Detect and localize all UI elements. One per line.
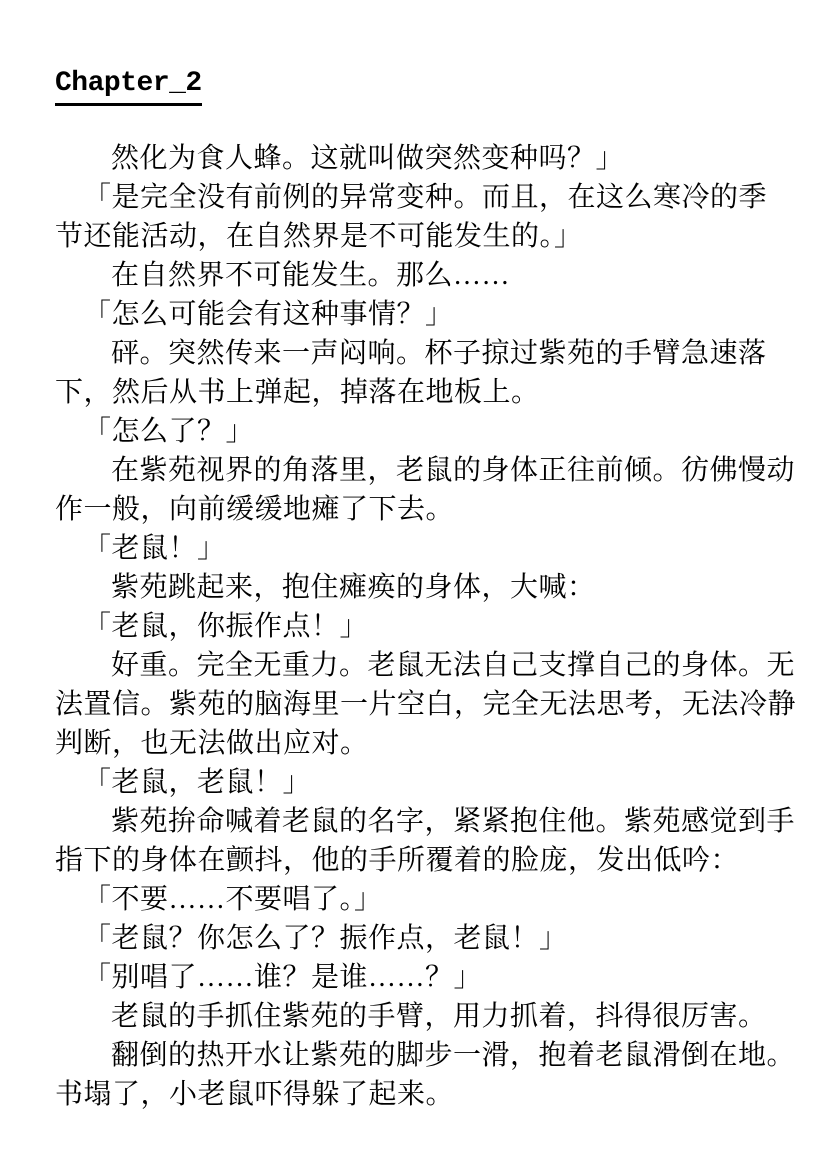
text-line: 判断，也无法做出应对。 bbox=[55, 728, 369, 759]
text-line: 「不要……不要唱了。」 bbox=[83, 884, 383, 915]
text-line: 法置信。紫苑的脑海里一片空白，完全无法思考，无法冷静 bbox=[55, 689, 797, 720]
text-line: 「是完全没有前例的异常变种。而且，在这么寒冷的季 bbox=[83, 182, 768, 213]
text-line: 然化为食人蜂。这就叫做突然变种吗？」 bbox=[111, 143, 625, 174]
text-line: 「老鼠？你怎么了？振作点，老鼠！」 bbox=[83, 923, 568, 954]
text-line: 「怎么可能会有这种事情？」 bbox=[83, 299, 454, 330]
text-line: 紫苑跳起来，抱住瘫痪的身体，大喊： bbox=[111, 572, 596, 603]
text-line: 在紫苑视界的角落里，老鼠的身体正往前倾。彷佛慢动 bbox=[111, 455, 796, 486]
text-line: 翻倒的热开水让紫苑的脚步一滑，抱着老鼠滑倒在地。 bbox=[111, 1040, 796, 1071]
text-line: 老鼠的手抓住紫苑的手臂，用力抓着，抖得很厉害。 bbox=[111, 1001, 767, 1032]
text-line: 「老鼠，你振作点！」 bbox=[83, 611, 369, 642]
text-line: 节还能活动，在自然界是不可能发生的。」 bbox=[55, 221, 583, 252]
text-line: 作一般，向前缓缓地瘫了下去。 bbox=[55, 494, 455, 525]
page-body bbox=[55, 139, 797, 1114]
text-line: 「怎么了？」 bbox=[83, 416, 255, 447]
text-line: 紫苑拚命喊着老鼠的名字，紧紧抱住他。紫苑感觉到手 bbox=[111, 806, 796, 837]
text-line: 在自然界不可能发生。那么…… bbox=[111, 260, 511, 291]
text-line: 好重。完全无重力。老鼠无法自己支撑自己的身体。无 bbox=[111, 650, 796, 681]
text-line: 「别唱了……谁？是谁……？」 bbox=[83, 962, 483, 993]
text-line: 「老鼠，老鼠！」 bbox=[83, 767, 312, 798]
text-line: 砰。突然传来一声闷响。杯子掠过紫苑的手臂急速落 bbox=[111, 338, 767, 369]
text-line: 书塌了，小老鼠吓得躲了起来。 bbox=[55, 1079, 455, 1110]
text-line: 下，然后从书上弹起，掉落在地板上。 bbox=[55, 377, 540, 408]
chapter-title: Chapter_2 bbox=[55, 68, 202, 106]
text-line: 指下的身体在颤抖，他的手所覆着的脸庞，发出低吟： bbox=[55, 845, 740, 876]
text-line: 「老鼠！」 bbox=[83, 533, 226, 564]
